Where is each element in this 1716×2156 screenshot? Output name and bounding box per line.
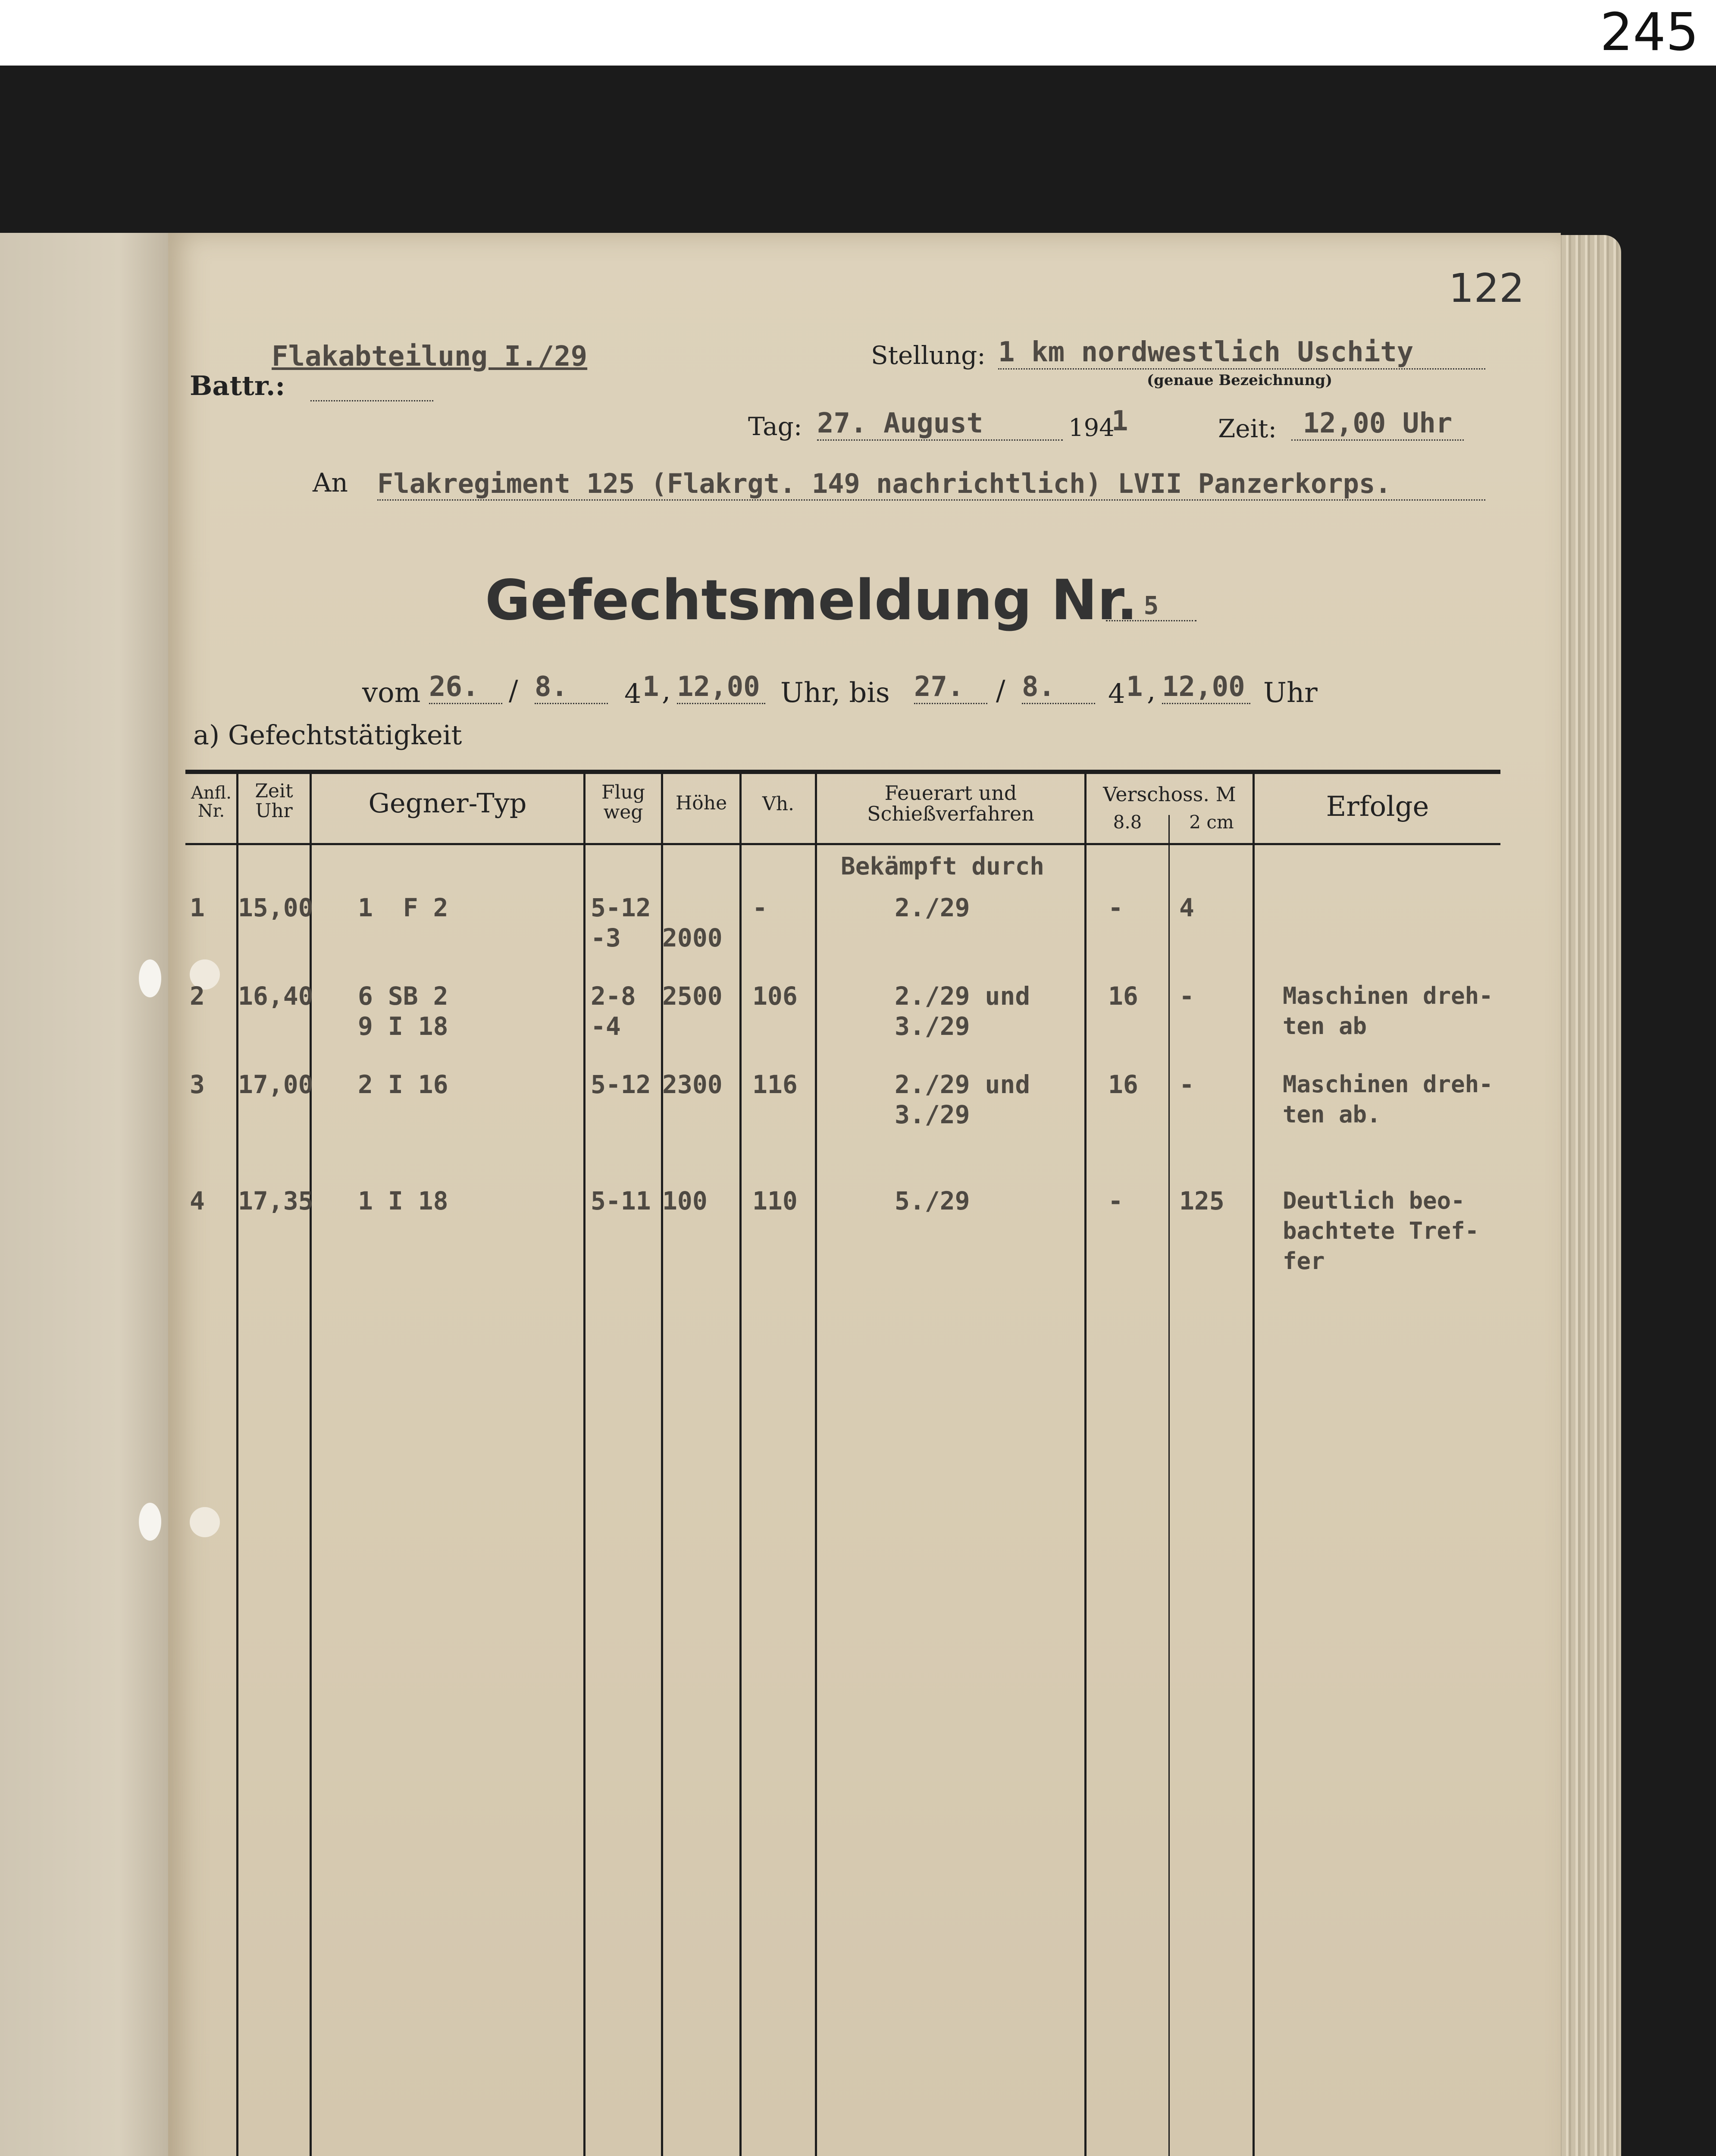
cell-v2cm: - <box>1179 1070 1194 1099</box>
header-erfolge: Erfolge <box>1326 791 1429 823</box>
cell-vh: 116 <box>752 1070 798 1099</box>
cell-hoehe: 2500 <box>662 981 723 1011</box>
punch-hole-top <box>139 959 161 997</box>
page-stack-edge <box>1552 235 1621 2156</box>
cell-feuer: 2./29 und 3./29 <box>895 981 1030 1041</box>
year-suffix: 1 <box>1112 405 1128 437</box>
section-label: a) Gefechtstätigkeit <box>193 719 462 751</box>
cell-flug: 2-8 -4 <box>591 981 636 1041</box>
header-verschoss: Verschoss. M <box>1103 783 1236 806</box>
vom-label: vom <box>362 677 421 709</box>
col-rule-7 <box>1084 772 1087 2156</box>
to-time: 12,00 <box>1162 671 1250 704</box>
cell-nr: 3 <box>190 1070 205 1099</box>
col-rule-9 <box>1253 772 1255 2156</box>
from-sep: / <box>509 675 518 707</box>
cell-erfolge: Maschinen dreh- ten ab. <box>1283 1071 1493 1128</box>
cell-vh: - <box>752 893 767 922</box>
cell-typ: 6 SB 2 9 I 18 <box>358 981 448 1041</box>
header-flug: Flug weg <box>601 781 645 824</box>
battr-label: Battr.: <box>190 370 285 401</box>
cell-feuer: 5./29 <box>895 1186 970 1216</box>
header-v88: 8.8 <box>1113 812 1142 833</box>
an-label: An <box>313 468 348 498</box>
header-zeit: Zeit Uhr <box>255 780 293 822</box>
cell-hoehe: 100 <box>662 1186 708 1216</box>
cell-v88: 16 <box>1108 981 1138 1011</box>
from-month: 8. <box>535 671 608 704</box>
to-year-suffix: 1 <box>1126 671 1143 703</box>
from-year-prefix: 4 <box>624 678 642 709</box>
header-vh: Vh. <box>762 793 795 815</box>
to-month: 8. <box>1022 671 1095 704</box>
cell-typ: 2 I 16 <box>358 1070 448 1099</box>
cell-erfolge: Maschinen dreh- ten ab <box>1283 982 1493 1040</box>
report-number: 5 <box>1106 591 1196 621</box>
from-time: 12,00 <box>677 671 765 704</box>
zeit-value: 12,00 Uhr <box>1291 407 1464 441</box>
table-header-rule <box>185 843 1500 845</box>
scan-header-bar <box>0 0 1716 66</box>
cell-typ: 1 I 18 <box>358 1186 448 1216</box>
col-rule-2 <box>310 772 312 2156</box>
cell-feuer: 2./29 und 3./29 <box>895 1070 1030 1129</box>
tag-value: 27. August <box>817 407 1063 441</box>
header-v2cm: 2 cm <box>1189 812 1234 833</box>
cell-feuer: 2./29 <box>895 893 970 922</box>
report-title: Gefechtsmeldung Nr. <box>485 568 1138 633</box>
col-rule-3 <box>583 772 586 2156</box>
punch-hole-page-bottom <box>190 1507 220 1537</box>
cell-v88: - <box>1108 1186 1123 1216</box>
cell-erfolge: Deutlich beo- bachtete Tref- fer <box>1283 1187 1479 1275</box>
header-anfl: Anfl. Nr. <box>191 783 232 821</box>
stellung-label: Stellung: <box>871 341 986 370</box>
stellung-note: (genaue Bezeichnung) <box>1147 372 1333 389</box>
cell-nr: 1 <box>190 893 205 922</box>
table-top-rule <box>185 770 1500 774</box>
folio-number: 122 <box>1449 265 1525 311</box>
zeit-label: Zeit: <box>1218 414 1277 443</box>
header-hoehe: Höhe <box>675 792 727 814</box>
unit-name: Flakabteilung I./29 <box>272 341 588 373</box>
cell-zeit: 15,00 <box>238 893 313 922</box>
cell-v2cm: 4 <box>1179 893 1194 922</box>
to-day: 27. <box>914 671 987 704</box>
header-gegner: Gegner-Typ <box>368 787 527 819</box>
col-rule-4 <box>661 772 663 2156</box>
to-comma: , <box>1147 675 1156 707</box>
cell-v2cm: - <box>1179 981 1194 1011</box>
uhr-bis-label: Uhr, bis <box>780 677 890 709</box>
cell-vh: 106 <box>752 981 798 1011</box>
scan-page-number: 245 <box>1600 3 1699 63</box>
tag-label: Tag: <box>748 412 802 441</box>
col-rule-1 <box>236 772 238 2156</box>
cell-v2cm: 125 <box>1179 1186 1224 1216</box>
cell-hoehe: 2300 <box>662 1070 723 1099</box>
from-comma: , <box>662 675 671 707</box>
stellung-value: 1 km nordwestlich Uschity <box>998 336 1485 370</box>
col-rule-5 <box>739 772 742 2156</box>
cell-hoehe: 2000 <box>662 923 723 953</box>
cell-flug: 5-11 <box>591 1186 651 1216</box>
cell-nr: 4 <box>190 1186 205 1216</box>
bekaempft-label: Bekämpft durch <box>841 852 1045 881</box>
header-feuerart: Feuerart und Schießverfahren <box>867 781 1034 826</box>
cell-zeit: 17,00 <box>238 1070 313 1099</box>
to-sep: / <box>996 675 1005 707</box>
uhr-label: Uhr <box>1263 677 1318 709</box>
from-year-suffix: 1 <box>642 671 659 703</box>
battr-field <box>310 379 433 401</box>
cell-zeit: 17,35 <box>238 1186 313 1216</box>
punch-hole-bottom <box>139 1503 161 1541</box>
to-year-prefix: 4 <box>1108 678 1125 709</box>
cell-typ: 1 F 2 <box>358 893 448 922</box>
cell-v88: 16 <box>1108 1070 1138 1099</box>
an-value: Flakregiment 125 (Flakrgt. 149 nachrichtlich) LVII Panzerkorps. <box>377 468 1485 501</box>
cell-zeit: 16,40 <box>238 981 313 1011</box>
col-rule-6 <box>815 772 817 2156</box>
cell-flug: 5-12 <box>591 1070 651 1099</box>
cell-flug: 5-12 -3 <box>591 893 651 953</box>
year-prefix: 194 <box>1068 414 1115 442</box>
left-facing-page <box>0 233 170 2156</box>
cell-v88: - <box>1108 893 1123 922</box>
col-rule-8 <box>1168 815 1170 2156</box>
cell-nr: 2 <box>190 981 205 1011</box>
from-day: 26. <box>429 671 502 704</box>
cell-vh: 110 <box>752 1186 798 1216</box>
